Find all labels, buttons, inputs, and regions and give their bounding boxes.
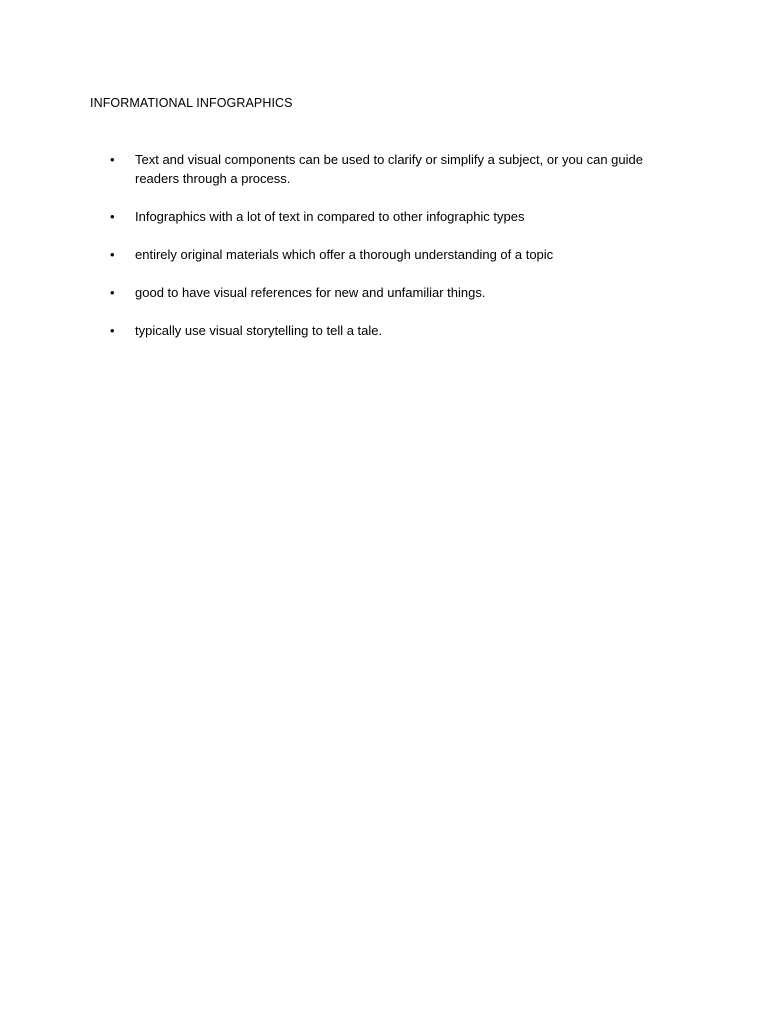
list-item-text: Text and visual components can be used to clarify or simplify a subject, or you can guide readers through a process. (135, 152, 643, 186)
list-item-text: Infographics with a lot of text in compared to other infographic types (135, 209, 525, 224)
list-item (0, 283, 768, 302)
list-item-text: entirely original materials which offer a thorough understanding of a topic (135, 247, 554, 262)
bullet-list (0, 150, 768, 359)
list-item (0, 150, 768, 188)
list-item-text: good to have visual references for new and unfamiliar things. (135, 285, 486, 300)
list-item (0, 321, 768, 340)
bullet-icon: • (110, 285, 115, 300)
list-item (0, 207, 768, 226)
bullet-icon: • (110, 247, 115, 262)
bullet-icon: • (110, 323, 115, 338)
document-title: INFORMATIONAL INFOGRAPHICS (90, 96, 293, 110)
bullet-icon: • (110, 152, 115, 167)
bullet-icon: • (110, 209, 115, 224)
list-item (0, 245, 768, 264)
list-item-text: typically use visual storytelling to tell a tale. (135, 323, 383, 338)
